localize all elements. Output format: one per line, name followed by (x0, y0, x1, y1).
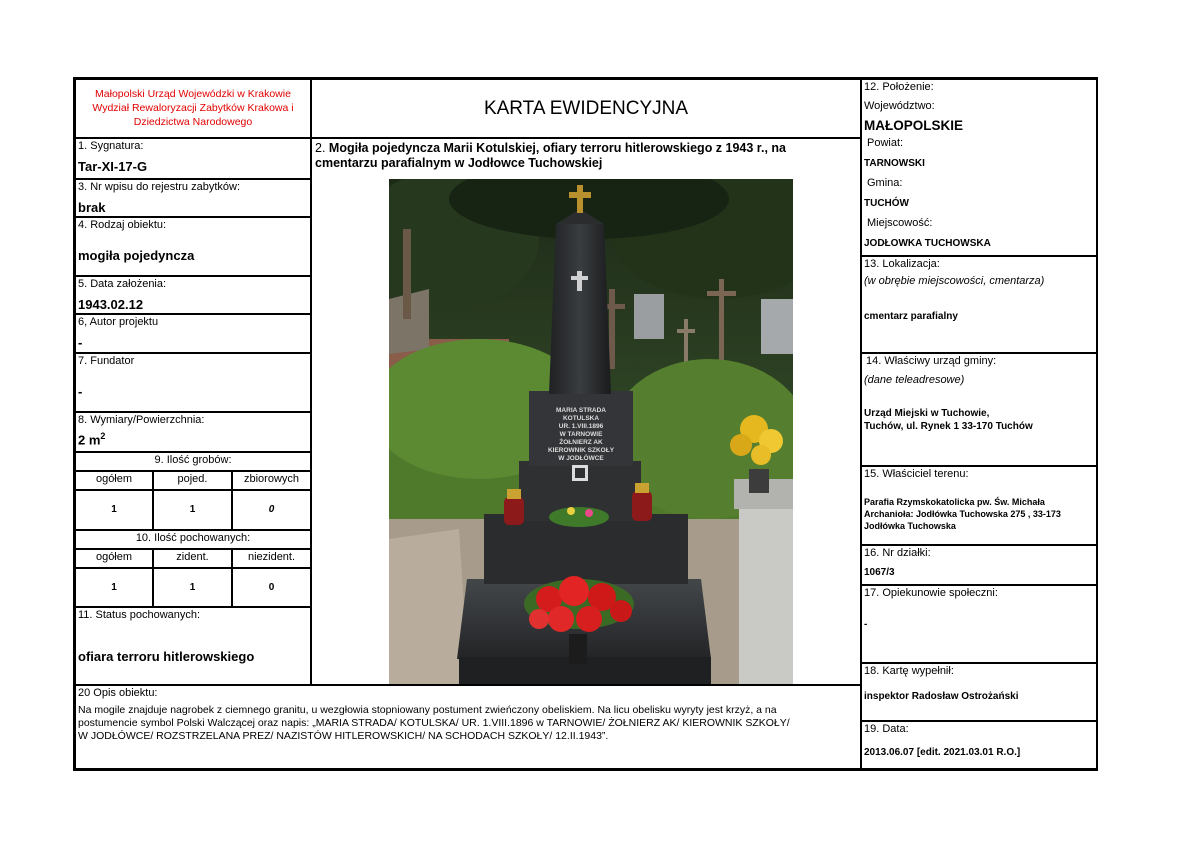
pochowanych-label: 10. Ilość pochowanych: (135, 532, 251, 544)
small-flower-1 (567, 507, 575, 515)
wypelnil-cell (861, 663, 1098, 721)
poch-val-zident-text: 1 (189, 582, 196, 593)
poch-col-niezident-label: niezident. (247, 551, 296, 563)
grobow-val-pojed-text: 1 (189, 504, 196, 515)
polozenie-label: 12. Położenie: (864, 81, 934, 93)
opis-line-2: postumencie symbol Polski Walczącej oraz napis: „MARIA STRADA/ KOTULSKA/ UR. 1.VIII.1896 w TARNOWIE/ ŻOŁNIERZ AK/ KIEROWNIK SZKOŁY/ (78, 717, 790, 729)
candle-left-lid (507, 489, 521, 499)
bg-headstone-right (761, 299, 793, 354)
wlasciciel-label: 15. Właściciel terenu: (864, 468, 969, 480)
wlasciciel-value-1: Parafia Rzymskokatolicka pw. Św. Michała (864, 497, 1045, 507)
office-line-2: Wydział Rewaloryzacji Zabytków Krakowa i (92, 102, 294, 114)
poch-col-ogolem (75, 549, 153, 568)
rejestr-value: brak (78, 200, 106, 215)
data-wypelnienia-value: 2013.06.07 [edit. 2021.03.01 R.O.] (864, 747, 1021, 758)
grobow-col-pojed (153, 471, 232, 490)
woj-label: Województwo: (864, 100, 935, 112)
small-bouquet (549, 507, 609, 527)
gravel-light (389, 529, 469, 684)
card-title: KARTA EWIDENCYJNA (483, 98, 689, 119)
poch-val-niezident-text: 0 (268, 582, 275, 593)
office-line-1: Małopolski Urząd Wojewódzki w Krakowie (95, 88, 291, 100)
woj-value: MAŁOPOLSKIE (864, 118, 964, 133)
lokalizacja-hint: (w obrębie miejscowości, cmentarza) (864, 275, 1045, 287)
rodzaj-cell (75, 217, 311, 276)
plaque-line-1: MARIA STRADA (556, 407, 606, 414)
neighbour-grave (739, 499, 793, 684)
grobow-val-ogolem-text: 1 (111, 504, 117, 515)
wymiary-sup: 2 (100, 431, 106, 441)
data-zalozenia-value: 1943.02.12 (78, 297, 144, 312)
candle-left (504, 497, 524, 525)
wypelnil-label: 18. Kartę wypełnił: (864, 665, 954, 677)
grobow-col-ogolem (75, 471, 153, 490)
vase (569, 634, 587, 664)
wlasciciel-value-2: Archanioła: Jodłówka Tuchowska 275 , 33-173 (864, 509, 1061, 519)
polska-walczaca-inner (575, 468, 585, 478)
plaque-line-2: KOTULSKA (562, 415, 600, 422)
sygnatura-value: Tar-XI-17-G (78, 159, 148, 174)
rodzaj-value: mogiła pojedyncza (78, 248, 195, 263)
grobow-label: 9. Ilość grobów: (154, 454, 232, 466)
bg-cross-3-arm (677, 329, 695, 333)
grobow-col-zbiorowych-label: zbiorowych (243, 473, 300, 485)
wymiary-value: 2 m (78, 432, 101, 448)
poch-val-zident (153, 568, 232, 607)
rejestr-label: 3. Nr wpisu do rejestru zabytków: (78, 181, 241, 193)
grobow-col-pojed-label: pojed. (177, 473, 208, 485)
small-flower-2 (585, 509, 593, 517)
yellow-flower-3 (730, 434, 752, 456)
status-value: ofiara terroru hitlerowskiego (78, 649, 255, 664)
pochowanych-header (75, 530, 311, 549)
fundator-cell (75, 353, 311, 412)
data-zalozenia-cell (75, 276, 311, 314)
opis-line-1: Na mogile znajduje nagrobek z ciemnego granitu, u wezgłowia stopniowany postument zwieńczony obeliskiem. Na licu obelisku wyryty jest krzyż, a na (78, 704, 777, 716)
powiat-label: Powiat: (867, 137, 904, 149)
opiekun-value: - (864, 619, 868, 630)
opis-cell (75, 685, 861, 769)
office-header (75, 79, 311, 138)
opiekun-cell (861, 585, 1098, 663)
miejsc-label: Miejscowość: (867, 217, 933, 229)
poppy-2 (559, 576, 589, 606)
bg-cross-2-arm (707, 291, 736, 296)
plaque-line-4: W TARNOWIE (559, 431, 603, 438)
powiat-value: TARNOWSKI (864, 158, 925, 169)
grobow-col-ogolem-label: ogółem (95, 473, 133, 485)
wymiary-label: 8. Wymiary/Powierzchnia: (78, 414, 205, 426)
poch-col-niezident (232, 549, 311, 568)
dzialka-label: 16. Nr działki: (864, 547, 931, 559)
urzad-hint: (dane teleadresowe) (864, 374, 965, 386)
neighbour-candle (749, 469, 769, 493)
poppy-6 (610, 600, 632, 622)
poch-col-zident (153, 549, 232, 568)
bg-cross-left (403, 229, 411, 319)
poch-val-ogolem (75, 568, 153, 607)
object-title-num: 2. (315, 141, 326, 155)
bg-cross-1 (609, 289, 615, 369)
status-cell (75, 607, 311, 685)
plaque-line-5: ŻOŁNIERZ AK (559, 439, 603, 446)
urzad-cell (861, 353, 1098, 466)
grobow-val-zbiorowych-text: 0 (268, 504, 275, 515)
dzialka-cell (861, 545, 1098, 585)
grobow-val-pojed (153, 490, 232, 530)
autor-label: 6, Autor projektu (78, 316, 159, 328)
candle-right (632, 491, 652, 521)
rodzaj-label: 4. Rodzaj obiektu: (78, 219, 167, 231)
autor-cell (75, 314, 311, 353)
plaque-line-7: W JODŁÓWCE (558, 455, 604, 462)
gmina-label: Gmina: (867, 177, 903, 189)
grobow-val-ogolem (75, 490, 153, 530)
grobow-header (75, 452, 311, 471)
gmina-value: TUCHÓW (864, 198, 909, 209)
record-card (73, 77, 1098, 771)
poppy-7 (529, 609, 549, 629)
dzialka-value: 1067/3 (864, 567, 895, 578)
fundator-value: - (78, 384, 83, 399)
bg-headstone (634, 294, 664, 339)
poch-val-ogolem-text: 1 (111, 582, 117, 593)
lokalizacja-label: 13. Lokalizacja: (864, 258, 940, 270)
engraved-cross-horizontal (571, 276, 588, 280)
data-wypelnienia-label: 19. Data: (864, 723, 909, 735)
object-title-line-2: cmentarzu parafialnym w Jodłowce Tuchowskiej (315, 156, 603, 170)
opis-label: 20 Opis obiektu: (78, 687, 158, 699)
engraved-cross-vertical (577, 271, 582, 291)
data-wypelnienia-cell (861, 721, 1098, 769)
wlasciciel-cell (861, 466, 1098, 545)
sygnatura-label: 1. Sygnatura: (78, 140, 144, 152)
wymiary-cell (75, 412, 311, 452)
grobow-val-zbiorowych (232, 490, 311, 530)
plaque-line-6: KIEROWNIK SZKOŁY (547, 447, 615, 454)
urzad-value-2: Tuchów, ul. Rynek 1 33-170 Tuchów (864, 421, 1033, 432)
lokalizacja-cell (861, 256, 1098, 353)
obelisk (549, 224, 611, 394)
object-title-line-1: Mogiła pojedyncza Marii Kotulskiej, ofiary terroru hitlerowskiego z 1943 r., na (328, 141, 786, 155)
candle-right-lid (635, 483, 649, 493)
rejestr-cell (75, 179, 311, 217)
wlasciciel-value-3: Jodłówka Tuchowska (864, 521, 956, 531)
yellow-flower-4 (751, 445, 771, 465)
lokalizacja-value: cmentarz parafialny (864, 311, 958, 322)
fundator-label: 7. Fundator (78, 355, 135, 367)
office-line-3: Dziedzictwa Narodowego (133, 116, 253, 128)
miejsc-value: JODŁOWKA TUCHOWSKA (864, 238, 991, 249)
top-cross-horizontal (569, 192, 591, 198)
poch-val-niezident (232, 568, 311, 607)
card-title-cell (311, 79, 861, 138)
urzad-value-1: Urząd Miejski w Tuchowie, (864, 408, 990, 419)
opis-line-3: W JODŁÓWCE/ ROZSTRZELANA PREZ/ NAZISTÓW HITLEROWSKICH/ NA SCHODACH SZKOŁY/ 12.II.1943”. (78, 730, 609, 742)
sygnatura-cell (75, 138, 311, 179)
urzad-label: 14. Właściwy urząd gminy: (866, 355, 997, 367)
grobow-col-zbiorowych (232, 471, 311, 490)
polozenie-cell (861, 79, 1098, 256)
object-title-cell (311, 138, 861, 685)
top-cross-vertical (577, 185, 583, 213)
grave-photo (389, 179, 793, 684)
wypelnil-value: inspektor Radosław Ostrożański (864, 691, 1019, 702)
poch-col-ogolem-label: ogółem (95, 551, 133, 563)
bg-cross-3 (684, 319, 688, 364)
poppy-5 (576, 606, 602, 632)
opiekun-label: 17. Opiekunowie społeczni: (864, 587, 998, 599)
poppy-4 (548, 606, 574, 632)
data-zalozenia-label: 5. Data założenia: (78, 278, 167, 290)
plaque-line-3: UR. 1.VIII.1896 (558, 423, 604, 430)
poch-col-zident-label: zident. (176, 551, 209, 563)
autor-value: - (78, 335, 83, 350)
status-label: 11. Status pochowanych: (78, 609, 201, 621)
